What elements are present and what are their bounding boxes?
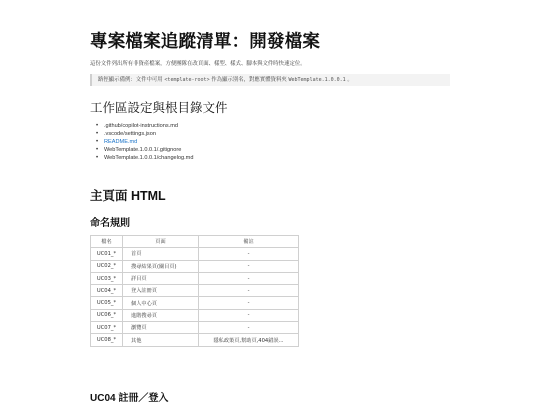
page-title: 專案檔案追蹤清單：開發檔案	[90, 32, 321, 52]
header-page: 頁面	[123, 236, 199, 248]
note-code-template-root: <template-root>	[164, 77, 210, 83]
table-row: UC05_* 個人中心頁 -	[91, 297, 299, 309]
table-row: UC02_* 搜尋結果頁(關目頁) -	[91, 260, 299, 272]
table-row: UC03_* 詳目頁 -	[91, 272, 299, 284]
table-row: UC08_* 其他 隱私政策頁,幫助頁,404錯誤...	[91, 334, 299, 346]
table-row: UC01_* 首頁 -	[91, 248, 299, 260]
note-middle: 作為顯示別名，對應實體資料夾	[211, 77, 287, 83]
readme-link[interactable]: • README.md	[96, 138, 193, 146]
list-item: • .github/copilot-instructions.md	[96, 122, 193, 130]
naming-rules-table	[90, 235, 299, 347]
note-code-folder: WebTemplate.1.0.0.1	[288, 77, 346, 83]
section-naming-heading: 命名規則	[90, 218, 130, 229]
section-uc04-heading: UC04 註冊／登入	[90, 393, 169, 404]
table-row: UC06_* 進階搜尋頁 -	[91, 309, 299, 321]
section-workspace-heading: 工作區設定與根目錄文件	[90, 100, 228, 115]
note-prefix: 路徑顯示備例：文件中可用	[98, 77, 163, 83]
table-row: UC04_* 登入註冊頁 -	[91, 285, 299, 297]
table-header-row	[91, 236, 299, 248]
header-filename: 檔名	[91, 236, 123, 248]
list-item: • WebTemplate.1.0.0.1/.gitignore	[96, 146, 193, 154]
list-item: • .vscode/settings.json	[96, 130, 193, 138]
intro-paragraph: 這份文件列出所有非資產檔案，方便團隊在改頁面、樣型、樣式、腳本與文件時快速定位。	[90, 61, 306, 67]
workspace-file-list	[96, 122, 193, 162]
table-row: UC07_* 瀏覽頁 -	[91, 322, 299, 334]
note-suffix: 。	[347, 77, 353, 83]
header-remark: 備註	[199, 236, 299, 248]
section-html-heading: 主頁面 HTML	[90, 189, 166, 203]
path-note-blockquote	[90, 74, 450, 86]
list-item: • WebTemplate.1.0.0.1/changelog.md	[96, 154, 193, 162]
